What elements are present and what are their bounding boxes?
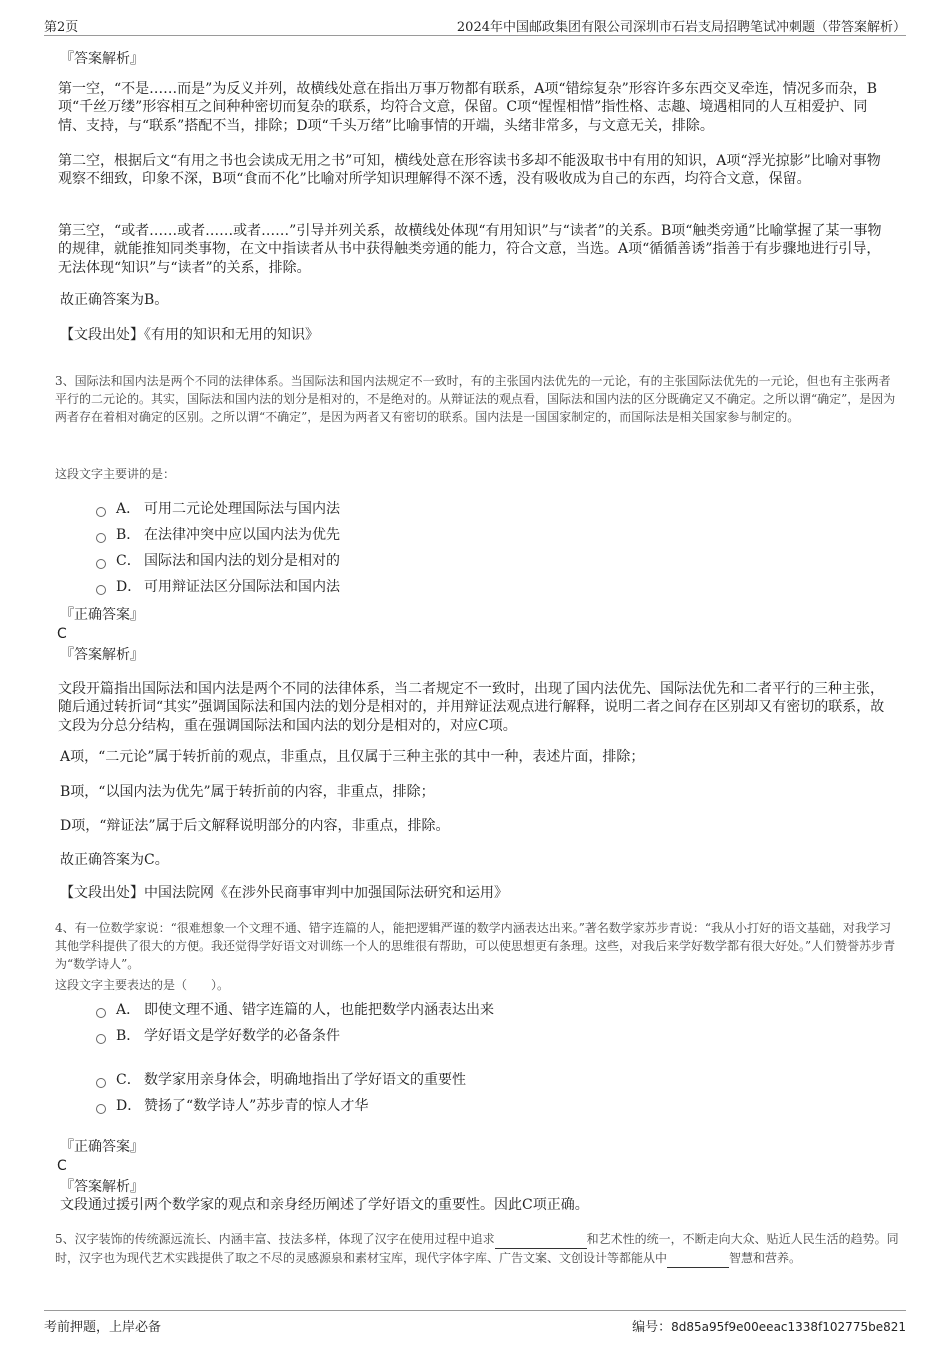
- q3-source: 【文段出处】中国法院网《在涉外民商事审判中加强国际法研究和运用》: [60, 885, 508, 901]
- q3-option-b[interactable]: [96, 526, 340, 544]
- footer-code-value: 8d85a95f9e00eeac1338f102775be821: [671, 1320, 906, 1334]
- q5-stem: [55, 1230, 900, 1268]
- option-letter: A．: [116, 1002, 141, 1018]
- q4-option-c[interactable]: [96, 1071, 466, 1089]
- q3-analysis: 文段开篇指出国际法和国内法是两个不同的法律体系，当二者规定不一致时，出现了国内法优先、国际法优先和二者平行的三种主张，随后通过转折词“其实”强调国际法和国内法的划分是相对的，并用辩证法观点进行解释，说明二者之间存在区别却又有密切的联系，故文段为分总分结构，重在强调国际法和国内法的划分是相对的，对应C项。: [58, 681, 885, 734]
- q5-stem-part2: 和艺术性的统一，不断走向大众、贴近人民生活的趋势。同时，汉字也为现代艺术实践提供了取之不尽的灵感源泉和素材宝库，现代字体字库、广告文案、文创设计等都能从中: [55, 1232, 899, 1265]
- q5-stem-part1: 5、汉字装饰的传统源远流长、内涵丰富、技法多样，体现了汉字在使用过程中追求: [55, 1232, 495, 1246]
- q5-stem-part3: 智慧和营养。: [729, 1251, 802, 1265]
- option-letter: B．: [116, 527, 141, 543]
- q4-analysis-label: 『答案解析』: [60, 1179, 144, 1195]
- radio-icon[interactable]: [96, 1078, 106, 1088]
- option-text: 国际法和国内法的划分是相对的: [144, 553, 340, 569]
- q3-note-d: D项，“辩证法”属于后文解释说明部分的内容，非重点，排除。: [60, 818, 450, 834]
- q2-analysis-para2: 第二空，根据后文“有用之书也会读成无用之书”可知，横线处意在形容读书多却不能汲取书中有用的知识，A项“浮光掠影”比喻对事物观察不细致，印象不深，B项“食而不化”比喻对所学知识理解得不深不透，没有吸收成为自己的东西，均符合文意，保留。: [58, 153, 881, 188]
- q5-blank-2[interactable]: [667, 1253, 729, 1268]
- option-letter: A．: [116, 501, 141, 517]
- option-letter: B．: [116, 1028, 141, 1044]
- footer-slogan: 考前押题，上岸必备: [44, 1320, 162, 1335]
- radio-icon[interactable]: [96, 533, 106, 543]
- q3-conclusion: 故正确答案为C。: [60, 852, 169, 868]
- page-number: 第2页: [44, 20, 79, 35]
- option-text: 数学家用亲身体会，明确地指出了学好语文的重要性: [144, 1072, 466, 1088]
- q4-analysis: 文段通过援引两个数学家的观点和亲身经历阐述了学好语文的重要性。因此C项正确。: [60, 1197, 589, 1213]
- q5-blank-1[interactable]: [495, 1234, 587, 1249]
- q2-analysis-para1: 第一空，“不是……而是”为反义并列，故横线处意在指出万事万物都有联系，A项“错综复杂”形容许多东西交叉牵连，情况多而杂，B项“千丝万缕”形容相互之间种种密切而复杂的联系，均符合文意，保留。C项“惺惺相惜”指性格、志趣、境遇相同的人互相爱护、同情、支持，与“联系”搭配不当，排除；D项“千头万绪”比喻事情的开端，头绪非常多，与文意无关，排除。: [58, 81, 878, 134]
- q2-analysis-label: 『答案解析』: [60, 51, 144, 67]
- option-letter: D．: [116, 1098, 142, 1114]
- q4-option-b[interactable]: [96, 1027, 340, 1045]
- q2-source: 【文段出处】《有用的知识和无用的知识》: [60, 327, 319, 343]
- option-text: 学好语文是学好数学的必备条件: [144, 1028, 340, 1044]
- q4-answer-label: 『正确答案』: [60, 1139, 144, 1155]
- q3-option-a[interactable]: [96, 500, 340, 518]
- radio-icon[interactable]: [96, 1034, 106, 1044]
- q2-analysis-para3: 第三空，“或者……或者……或者……”引导并列关系，故横线处体现“有用知识”与“读者”的关系。B项“触类旁通”比喻掌握了某一事物的规律，就能推知同类事物，在文中指读者从书中获得触类旁通的能力，符合文意，当选。A项“循循善诱”指善于有步骤地进行引导，无法体现“知识”与“读者”的关系，排除。: [58, 223, 882, 276]
- option-text: 在法律冲突中应以国内法为优先: [144, 527, 340, 543]
- option-text: 可用二元论处理国际法与国内法: [144, 501, 340, 517]
- radio-icon[interactable]: [96, 507, 106, 517]
- radio-icon[interactable]: [96, 1008, 106, 1018]
- q4-question: 这段文字主要表达的是（ ）。: [55, 978, 230, 992]
- option-text: 即使文理不通、错字连篇的人，也能把数学内涵表达出来: [144, 1002, 494, 1018]
- option-text: 可用辩证法区分国际法和国内法: [144, 579, 340, 595]
- q3-analysis-label: 『答案解析』: [60, 647, 144, 663]
- option-letter: D．: [116, 579, 142, 595]
- q3-answer-label: 『正确答案』: [60, 607, 144, 623]
- q4-option-d[interactable]: [96, 1097, 368, 1115]
- q4-option-a[interactable]: [96, 1001, 494, 1019]
- q4-stem: 4、有一位数学家说：“很难想象一个文理不通、错字连篇的人，能把逻辑严谨的数学内涵表达出来。”著名数学家苏步青说：“我从小打好的语文基础，对我学习其他学科提供了很大的方便。我还觉得学好语文对训练一个人的思维很有帮助，可以使思想更有条理。这些，对我后来学好数学都有很大好处。”人们赞誉苏步青为“数学诗人”。: [55, 921, 896, 971]
- q3-answer: C: [57, 626, 67, 642]
- option-letter: C．: [116, 553, 141, 569]
- q3-option-c[interactable]: [96, 552, 340, 570]
- footer-divider: [44, 1310, 906, 1311]
- radio-icon[interactable]: [96, 559, 106, 569]
- radio-icon[interactable]: [96, 585, 106, 595]
- radio-icon[interactable]: [96, 1104, 106, 1114]
- q4-answer: C: [57, 1158, 67, 1174]
- q2-conclusion: 故正确答案为B。: [60, 292, 169, 308]
- footer-code-label: 编号：: [632, 1320, 672, 1335]
- option-text: 赞扬了“数学诗人”苏步青的惊人才华: [144, 1098, 369, 1114]
- q3-note-a: A项，“二元论”属于转折前的观点，非重点，且仅属于三种主张的其中一种，表述片面，排除；: [60, 749, 645, 765]
- footer-code: [632, 1316, 906, 1335]
- q3-question: 这段文字主要讲的是：: [55, 467, 176, 481]
- header-divider: [44, 35, 906, 36]
- option-letter: C．: [116, 1072, 141, 1088]
- q3-stem: 3、国际法和国内法是两个不同的法律体系。当国际法和国内法规定不一致时，有的主张国内法优先的一元论，有的主张国际法优先的一元论，但也有主张两者平行的二元论的。其实，国际法和国内法的划分是相对的，不是绝对的。从辩证法的观点看，国际法和国内法的区分既确定又不确定。之所以谓“确定”，是因为两者存在着相对确定的区别。之所以谓“不确定”，是因为两者又有密切的联系。国内法是一国国家制定的，而国际法是相关国家参与制定的。: [55, 374, 896, 424]
- q3-option-d[interactable]: [96, 578, 340, 596]
- q3-note-b: B项，“以国内法为优先”属于转折前的内容，非重点，排除；: [60, 784, 435, 800]
- document-title: 2024年中国邮政集团有限公司深圳市石岩支局招聘笔试冲刺题（带答案解析）: [456, 20, 906, 35]
